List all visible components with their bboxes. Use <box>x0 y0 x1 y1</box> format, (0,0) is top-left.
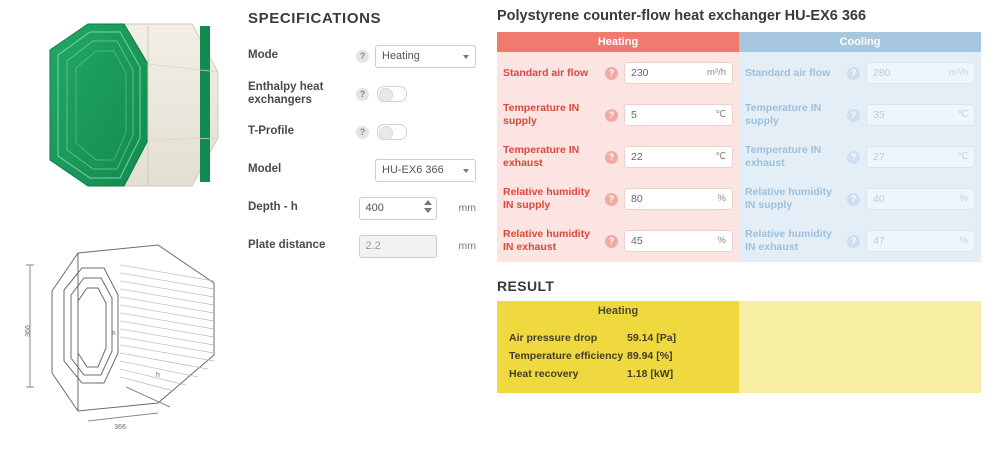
cooling-header: Cooling <box>739 32 981 52</box>
heating-value-airflow: 230 <box>631 67 649 79</box>
help-icon-mode[interactable]: ? <box>356 50 369 63</box>
spec-label-plate-distance: Plate distance <box>248 239 326 252</box>
product-images <box>0 0 240 466</box>
result-key-pressure-drop: Air pressure drop <box>509 332 598 344</box>
result-cooling-header: Cooling <box>739 301 981 321</box>
heating-input-temp-supply[interactable] <box>624 104 733 126</box>
cooling-unit-rh-supply: % <box>959 193 968 204</box>
heating-value-rh-exhaust: 45 <box>631 235 643 247</box>
help-icon-cooling-temp-exhaust[interactable]: ? <box>847 151 860 164</box>
cooling-input-temp-exhaust[interactable] <box>866 146 975 168</box>
spec-label-depth: Depth - h <box>248 201 298 214</box>
result-heating-header: Heating <box>497 301 739 321</box>
heating-value-rh-supply: 80 <box>631 193 643 205</box>
heating-label-rh-exhaust: Relative humidity IN exhaust <box>503 228 590 253</box>
cooling-input-temp-supply[interactable] <box>866 104 975 126</box>
heating-input-temp-exhaust[interactable] <box>624 146 733 168</box>
result-heating-column <box>497 301 739 393</box>
result-key-pressure-drop-cooling: Air pressure drop <box>751 332 840 344</box>
help-icon-heating-airflow[interactable]: ? <box>605 67 618 80</box>
help-icon-tprofile[interactable]: ? <box>356 126 369 139</box>
heating-input-rh-exhaust[interactable] <box>624 230 733 252</box>
product-2d-drawing <box>8 235 232 435</box>
heating-unit-temp-supply: ℃ <box>715 109 726 120</box>
result-cooling-column <box>739 301 981 393</box>
spec-label-tprofile: T-Profile <box>248 125 295 138</box>
cooling-label-temp-supply: Temperature IN supply <box>745 102 822 127</box>
heating-row-rh-exhaust <box>497 220 739 262</box>
cooling-input-rh-supply[interactable] <box>866 188 975 210</box>
product-3d-render <box>14 10 226 205</box>
cooling-label-temp-exhaust: Temperature IN exhaust <box>745 144 822 169</box>
model-select[interactable] <box>375 159 476 182</box>
result-row <box>739 347 981 365</box>
result-title: RESULT <box>497 278 555 294</box>
inputs-table <box>497 32 981 262</box>
enthalpy-toggle-knob <box>379 88 393 102</box>
tprofile-toggle-knob <box>379 126 393 140</box>
spec-label-model: Model <box>248 163 282 176</box>
help-icon-enthalpy[interactable]: ? <box>356 88 369 101</box>
spec-row-tprofile <box>248 117 476 147</box>
cooling-label-rh-supply: Relative humidity IN supply <box>745 186 832 211</box>
result-row <box>497 329 739 347</box>
cooling-value-temp-exhaust: 27 <box>873 151 885 163</box>
cooling-value-temp-supply: 35 <box>873 109 885 121</box>
heating-input-airflow[interactable] <box>624 62 733 84</box>
result-row <box>739 365 981 383</box>
heating-value-temp-supply: 5 <box>631 109 637 121</box>
drawing-dim-width: 366 <box>114 424 126 431</box>
help-icon-cooling-airflow[interactable]: ? <box>847 67 860 80</box>
result-row <box>497 347 739 365</box>
heating-unit-rh-supply: % <box>717 193 726 204</box>
depth-input[interactable]: 400 <box>359 197 437 220</box>
heating-unit-rh-exhaust: % <box>717 235 726 246</box>
cooling-unit-airflow: m³/h <box>949 67 968 78</box>
heating-unit-airflow: m³/h <box>707 67 726 78</box>
result-key-heat-recovery-cooling: Heat recovery <box>751 368 821 380</box>
help-icon-heating-rh-exhaust[interactable]: ? <box>605 235 618 248</box>
model-select-value: HU-EX6 366 <box>382 163 444 176</box>
tprofile-toggle[interactable] <box>377 124 407 140</box>
heating-unit-temp-exhaust: ℃ <box>715 151 726 162</box>
help-icon-cooling-temp-supply[interactable]: ? <box>847 109 860 122</box>
cooling-value-airflow: 280 <box>873 67 891 79</box>
chevron-down-icon <box>463 55 469 59</box>
chevron-down-icon <box>463 169 469 173</box>
calculator-panel <box>497 0 993 393</box>
help-icon-cooling-rh-supply[interactable]: ? <box>847 193 860 206</box>
cooling-row-airflow <box>739 52 981 94</box>
heating-row-rh-supply <box>497 178 739 220</box>
spec-row-plate-distance <box>248 231 476 261</box>
drawing-dim-height: 366 <box>25 325 32 337</box>
heating-label-temp-supply: Temperature IN supply <box>503 102 580 127</box>
cooling-value-rh-exhaust: 47 <box>873 235 885 247</box>
cooling-unit-temp-supply: ℃ <box>957 109 968 120</box>
heating-header: Heating <box>497 32 739 52</box>
spec-row-enthalpy <box>248 79 476 109</box>
mode-select-value: Heating <box>382 49 420 62</box>
heating-label-rh-supply: Relative humidity IN supply <box>503 186 590 211</box>
heating-input-rh-supply[interactable] <box>624 188 733 210</box>
heating-label-temp-exhaust: Temperature IN exhaust <box>503 144 580 169</box>
result-key-temp-efficiency: Temperature efficiency <box>509 350 624 362</box>
specifications-panel <box>248 0 476 269</box>
plate-distance-value: 2.2 <box>359 235 437 258</box>
stepper-up-icon[interactable] <box>424 200 432 205</box>
cooling-unit-temp-exhaust: ℃ <box>957 151 968 162</box>
drawing-dim-depth: h <box>156 372 160 379</box>
mode-select[interactable] <box>375 45 476 68</box>
result-key-heat-recovery: Heat recovery <box>509 368 579 380</box>
result-key-temp-efficiency-cooling: Temperature efficiency <box>751 350 866 362</box>
cooling-row-rh-supply <box>739 178 981 220</box>
heating-value-temp-exhaust: 22 <box>631 151 643 163</box>
cooling-input-rh-exhaust[interactable] <box>866 230 975 252</box>
result-row <box>497 365 739 383</box>
help-icon-cooling-rh-exhaust[interactable]: ? <box>847 235 860 248</box>
cooling-input-airflow[interactable] <box>866 62 975 84</box>
result-table <box>497 301 981 393</box>
cooling-unit-rh-exhaust: % <box>959 235 968 246</box>
cooling-column <box>739 32 981 262</box>
heating-row-temp-exhaust <box>497 136 739 178</box>
spec-row-model <box>248 155 476 185</box>
heating-row-airflow <box>497 52 739 94</box>
result-value-heat-recovery: 1.18 [kW] <box>627 368 674 380</box>
cooling-label-airflow: Standard air flow <box>745 66 831 79</box>
enthalpy-toggle[interactable] <box>377 86 407 102</box>
specifications-title: SPECIFICATIONS <box>248 10 382 27</box>
heating-label-airflow: Standard air flow <box>503 66 589 79</box>
result-row <box>739 329 981 347</box>
help-icon-heating-rh-supply[interactable]: ? <box>605 193 618 206</box>
stepper-down-icon[interactable] <box>424 208 432 213</box>
heating-row-temp-supply <box>497 94 739 136</box>
help-icon-heating-temp-supply[interactable]: ? <box>605 109 618 122</box>
help-icon-heating-temp-exhaust[interactable]: ? <box>605 151 618 164</box>
plate-distance-unit: mm <box>458 240 476 252</box>
spec-label-mode: Mode <box>248 49 279 62</box>
spec-row-mode <box>248 41 476 71</box>
drawing-dim-small: h <box>112 331 116 337</box>
cooling-row-rh-exhaust <box>739 220 981 262</box>
depth-stepper[interactable] <box>424 200 433 217</box>
cooling-row-temp-supply <box>739 94 981 136</box>
result-value-pressure-drop: 59.14 [Pa] <box>627 332 677 344</box>
cooling-row-temp-exhaust <box>739 136 981 178</box>
cooling-label-rh-exhaust: Relative humidity IN exhaust <box>745 228 832 253</box>
product-title: Polystyrene counter-flow heat exchanger HU-EX6 366 <box>497 8 867 24</box>
cooling-value-rh-supply: 40 <box>873 193 885 205</box>
heating-column <box>497 32 739 262</box>
spec-label-enthalpy: Enthalpy heat exchangers <box>248 80 324 106</box>
spec-row-depth <box>248 193 476 223</box>
result-value-temp-efficiency: 89.94 [%] <box>627 350 673 362</box>
depth-unit: mm <box>458 202 476 214</box>
